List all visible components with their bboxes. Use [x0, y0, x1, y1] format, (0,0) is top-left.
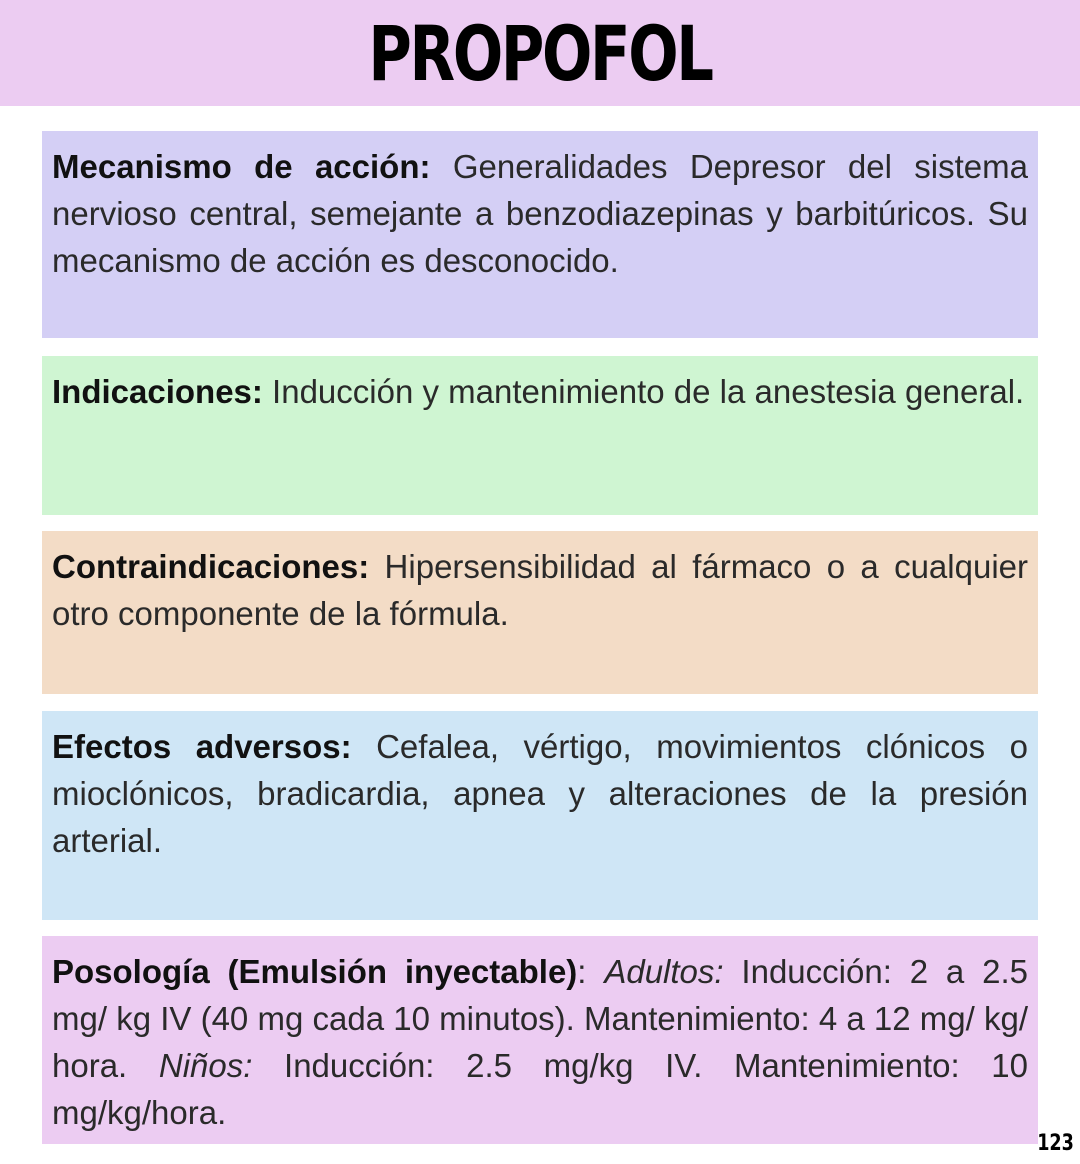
title-bar — [0, 0, 1080, 106]
ninos-label: Niños: — [158, 1047, 253, 1084]
posologia-card — [42, 936, 1038, 1144]
contraindicaciones-text: Hipersensibilidad al fármaco o a cualquier otro componente de la fórmula. — [52, 548, 1028, 632]
posologia-label: Posología (Emulsión inyectable) — [52, 953, 578, 990]
efectos-text: Cefalea, vértigo, movimientos clónicos o mioclónicos, bradicardia, apnea y alteraciones de la presión arterial. — [52, 728, 1028, 859]
page-number: 123 — [1037, 1131, 1074, 1156]
efectos-card — [42, 711, 1038, 920]
contraindicaciones-card — [42, 531, 1038, 694]
indicaciones-card — [42, 356, 1038, 515]
ninos-text: Inducción: 2.5 mg/kg IV. Mantenimiento: 10 mg/kg/hora. — [52, 1047, 1029, 1131]
efectos-label: Efectos adversos: — [52, 728, 352, 765]
mecanismo-card — [42, 131, 1038, 338]
adultos-text: Inducción: 2 a 2.5 mg/ kg IV (40 mg cada 10 minutos). Mantenimiento: 4 a 12 mg/ kg/ hora. — [52, 953, 1028, 1084]
contraindicaciones-label: Contraindicaciones: — [52, 548, 370, 585]
posologia-colon: : — [577, 953, 605, 990]
page-title: PROPOFOL — [368, 8, 712, 98]
adultos-label: Adultos: — [604, 953, 724, 990]
mecanismo-label: Mecanismo de acción: — [52, 148, 431, 185]
mecanismo-text: Generalidades Depresor del sistema nervioso central, semejante a benzodiazepinas y barbitúricos. Su mecanismo de acción es desconocido. — [52, 148, 1028, 279]
indicaciones-text: Inducción y mantenimiento de la anestesia general. — [262, 373, 1025, 410]
indicaciones-label: Indicaciones: — [52, 373, 263, 410]
